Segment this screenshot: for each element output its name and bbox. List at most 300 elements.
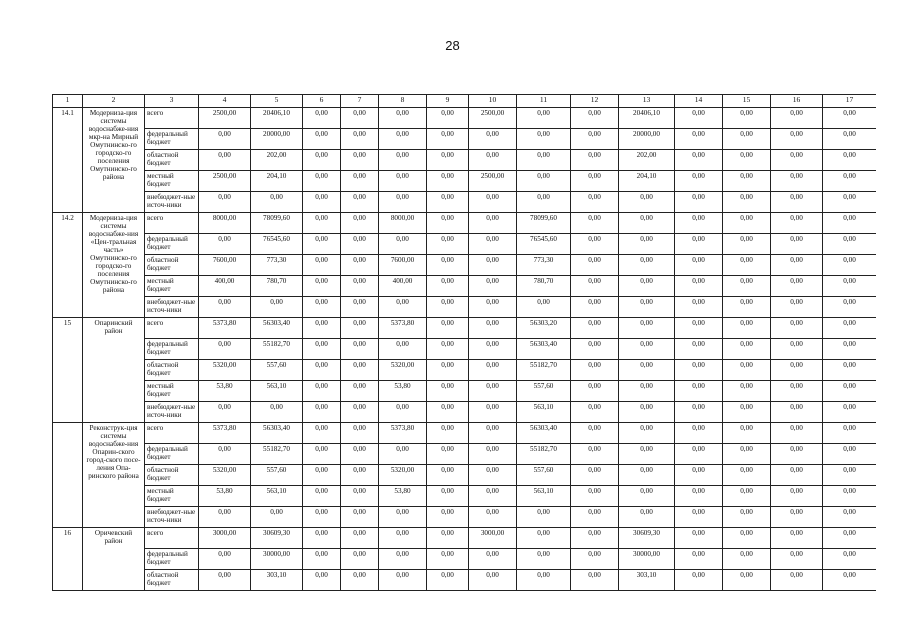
amount-cell: 0,00	[675, 360, 723, 381]
amount-cell: 0,00	[571, 129, 619, 150]
amount-cell: 0,00	[517, 129, 571, 150]
amount-cell: 0,00	[303, 255, 341, 276]
amount-cell: 0,00	[469, 318, 517, 339]
amount-cell: 0,00	[723, 129, 771, 150]
amount-cell: 0,00	[199, 192, 251, 213]
funding-source-cell: внебюджет-ные источ-ники	[145, 192, 199, 213]
column-number-cell: 14	[675, 95, 723, 108]
amount-cell: 0,00	[571, 171, 619, 192]
amount-cell: 0,00	[771, 507, 823, 528]
amount-cell: 0,00	[303, 528, 341, 549]
amount-cell: 0,00	[571, 339, 619, 360]
amount-cell: 557,60	[517, 465, 571, 486]
column-number-cell: 7	[341, 95, 379, 108]
amount-cell: 0,00	[571, 549, 619, 570]
amount-cell: 0,00	[771, 444, 823, 465]
amount-cell: 557,60	[251, 465, 303, 486]
funding-source-cell: местный бюджет	[145, 486, 199, 507]
column-number-cell: 16	[771, 95, 823, 108]
amount-cell: 3000,00	[199, 528, 251, 549]
amount-cell: 0,00	[469, 255, 517, 276]
table-row	[53, 255, 877, 276]
amount-cell: 0,00	[823, 402, 877, 423]
amount-cell: 0,00	[571, 381, 619, 402]
project-name-cell: Модерниза-ция системы водоснабже-ния мкр-на Мирный Омутнинско-го городско-го поселения Омутнинско-го района	[83, 108, 145, 213]
amount-cell: 0,00	[379, 444, 427, 465]
column-number-cell: 9	[427, 95, 469, 108]
table-row	[53, 276, 877, 297]
amount-cell: 2500,00	[469, 171, 517, 192]
amount-cell: 0,00	[341, 444, 379, 465]
amount-cell: 0,00	[619, 507, 675, 528]
column-number-cell: 1	[53, 95, 83, 108]
amount-cell: 0,00	[771, 549, 823, 570]
amount-cell: 20406,10	[619, 108, 675, 129]
amount-cell: 0,00	[517, 507, 571, 528]
table-row	[53, 108, 877, 129]
table-row	[53, 234, 877, 255]
amount-cell: 0,00	[771, 276, 823, 297]
column-number-cell: 3	[145, 95, 199, 108]
amount-cell: 0,00	[723, 423, 771, 444]
amount-cell: 0,00	[199, 297, 251, 318]
amount-cell: 2500,00	[199, 108, 251, 129]
amount-cell: 303,10	[251, 570, 303, 591]
amount-cell: 0,00	[303, 276, 341, 297]
amount-cell: 0,00	[517, 150, 571, 171]
amount-cell: 557,60	[251, 360, 303, 381]
amount-cell: 0,00	[427, 297, 469, 318]
amount-cell: 0,00	[771, 150, 823, 171]
amount-cell: 30000,00	[619, 549, 675, 570]
funding-source-cell: внебюджет-ные источ-ники	[145, 402, 199, 423]
column-number-cell: 8	[379, 95, 427, 108]
amount-cell: 0,00	[199, 234, 251, 255]
amount-cell: 0,00	[571, 486, 619, 507]
amount-cell: 0,00	[619, 402, 675, 423]
amount-cell: 0,00	[303, 171, 341, 192]
amount-cell: 0,00	[823, 171, 877, 192]
amount-cell: 0,00	[675, 108, 723, 129]
funding-source-cell: федеральный бюджет	[145, 234, 199, 255]
funding-source-cell: областной бюджет	[145, 255, 199, 276]
amount-cell: 0,00	[341, 276, 379, 297]
amount-cell: 563,10	[251, 486, 303, 507]
amount-cell: 563,10	[251, 381, 303, 402]
amount-cell: 0,00	[517, 297, 571, 318]
amount-cell: 0,00	[341, 234, 379, 255]
amount-cell: 0,00	[427, 276, 469, 297]
funding-source-cell: всего	[145, 213, 199, 234]
amount-cell: 0,00	[341, 570, 379, 591]
amount-cell: 0,00	[379, 108, 427, 129]
amount-cell: 0,00	[517, 570, 571, 591]
amount-cell: 0,00	[379, 549, 427, 570]
amount-cell: 0,00	[469, 213, 517, 234]
row-index-cell: 14.1	[53, 108, 83, 213]
amount-cell: 0,00	[675, 255, 723, 276]
amount-cell: 0,00	[469, 150, 517, 171]
amount-cell: 773,30	[517, 255, 571, 276]
funding-source-cell: областной бюджет	[145, 360, 199, 381]
amount-cell: 0,00	[619, 276, 675, 297]
amount-cell: 0,00	[379, 570, 427, 591]
funding-source-cell: всего	[145, 528, 199, 549]
table-row	[53, 213, 877, 234]
amount-cell: 0,00	[341, 402, 379, 423]
amount-cell: 0,00	[469, 570, 517, 591]
amount-cell: 0,00	[571, 423, 619, 444]
amount-cell: 30609,30	[619, 528, 675, 549]
amount-cell: 0,00	[303, 444, 341, 465]
amount-cell: 0,00	[427, 507, 469, 528]
amount-cell: 0,00	[469, 423, 517, 444]
page-number: 28	[445, 38, 460, 53]
amount-cell: 0,00	[427, 108, 469, 129]
amount-cell: 0,00	[823, 339, 877, 360]
amount-cell: 0,00	[251, 507, 303, 528]
amount-cell: 78099,60	[251, 213, 303, 234]
amount-cell: 0,00	[469, 549, 517, 570]
amount-cell: 0,00	[517, 171, 571, 192]
amount-cell: 0,00	[303, 507, 341, 528]
amount-cell: 0,00	[303, 339, 341, 360]
amount-cell: 0,00	[675, 150, 723, 171]
amount-cell: 0,00	[675, 339, 723, 360]
amount-cell: 0,00	[427, 381, 469, 402]
project-name-cell: Оричевский район	[83, 528, 145, 591]
table-row	[53, 297, 877, 318]
amount-cell: 0,00	[379, 402, 427, 423]
table-row	[53, 402, 877, 423]
amount-cell: 0,00	[469, 234, 517, 255]
amount-cell: 0,00	[427, 339, 469, 360]
table-row	[53, 549, 877, 570]
amount-cell: 56303,40	[251, 423, 303, 444]
amount-cell: 0,00	[723, 150, 771, 171]
amount-cell: 0,00	[723, 297, 771, 318]
table-row	[53, 381, 877, 402]
column-number-cell: 13	[619, 95, 675, 108]
amount-cell: 0,00	[675, 213, 723, 234]
amount-cell: 0,00	[427, 549, 469, 570]
amount-cell: 0,00	[823, 444, 877, 465]
funding-source-cell: федеральный бюджет	[145, 549, 199, 570]
amount-cell: 0,00	[469, 192, 517, 213]
amount-cell: 53,80	[199, 486, 251, 507]
amount-cell: 0,00	[303, 465, 341, 486]
amount-cell: 0,00	[341, 129, 379, 150]
amount-cell: 0,00	[723, 339, 771, 360]
amount-cell: 0,00	[427, 486, 469, 507]
amount-cell: 0,00	[379, 150, 427, 171]
amount-cell: 20406,10	[251, 108, 303, 129]
amount-cell: 0,00	[571, 318, 619, 339]
amount-cell: 0,00	[571, 402, 619, 423]
amount-cell: 0,00	[199, 444, 251, 465]
funding-source-cell: областной бюджет	[145, 150, 199, 171]
column-number-cell: 17	[823, 95, 877, 108]
amount-cell: 0,00	[303, 129, 341, 150]
amount-cell: 0,00	[823, 381, 877, 402]
amount-cell: 0,00	[823, 360, 877, 381]
amount-cell: 0,00	[303, 213, 341, 234]
amount-cell: 76545,60	[517, 234, 571, 255]
amount-cell: 0,00	[469, 360, 517, 381]
amount-cell: 0,00	[771, 192, 823, 213]
amount-cell: 0,00	[771, 339, 823, 360]
amount-cell: 5373,80	[199, 318, 251, 339]
column-number-cell: 15	[723, 95, 771, 108]
amount-cell: 0,00	[675, 129, 723, 150]
amount-cell: 0,00	[341, 423, 379, 444]
table-row	[53, 444, 877, 465]
funding-source-cell: федеральный бюджет	[145, 129, 199, 150]
amount-cell: 0,00	[571, 507, 619, 528]
row-index-cell: 15	[53, 318, 83, 423]
table-row	[53, 423, 877, 444]
amount-cell: 0,00	[823, 108, 877, 129]
amount-cell: 0,00	[251, 192, 303, 213]
amount-cell: 0,00	[619, 213, 675, 234]
funding-source-cell: всего	[145, 108, 199, 129]
amount-cell: 0,00	[723, 213, 771, 234]
amount-cell: 0,00	[427, 318, 469, 339]
column-number-cell: 2	[83, 95, 145, 108]
amount-cell: 0,00	[341, 192, 379, 213]
amount-cell: 0,00	[771, 255, 823, 276]
amount-cell: 0,00	[341, 507, 379, 528]
amount-cell: 0,00	[723, 360, 771, 381]
amount-cell: 0,00	[427, 150, 469, 171]
amount-cell: 0,00	[251, 297, 303, 318]
amount-cell: 0,00	[771, 465, 823, 486]
amount-cell: 55182,70	[251, 339, 303, 360]
column-number-cell: 6	[303, 95, 341, 108]
amount-cell: 0,00	[341, 486, 379, 507]
amount-cell: 0,00	[303, 570, 341, 591]
amount-cell: 0,00	[675, 444, 723, 465]
table-row	[53, 528, 877, 549]
amount-cell: 5320,00	[379, 465, 427, 486]
amount-cell: 7600,00	[199, 255, 251, 276]
amount-cell: 0,00	[823, 465, 877, 486]
amount-cell: 0,00	[771, 402, 823, 423]
amount-cell: 202,00	[251, 150, 303, 171]
amount-cell: 0,00	[427, 213, 469, 234]
amount-cell: 0,00	[427, 129, 469, 150]
amount-cell: 0,00	[723, 486, 771, 507]
amount-cell: 0,00	[675, 570, 723, 591]
table-row	[53, 192, 877, 213]
amount-cell: 0,00	[675, 192, 723, 213]
amount-cell: 0,00	[823, 150, 877, 171]
amount-cell: 8000,00	[199, 213, 251, 234]
amount-cell: 0,00	[675, 234, 723, 255]
amount-cell: 0,00	[723, 192, 771, 213]
amount-cell: 0,00	[379, 528, 427, 549]
amount-cell: 0,00	[823, 528, 877, 549]
amount-cell: 0,00	[723, 507, 771, 528]
table-row	[53, 318, 877, 339]
amount-cell: 0,00	[823, 318, 877, 339]
amount-cell: 0,00	[571, 297, 619, 318]
amount-cell: 0,00	[427, 360, 469, 381]
table-row	[53, 129, 877, 150]
amount-cell: 0,00	[469, 381, 517, 402]
amount-cell: 0,00	[427, 192, 469, 213]
amount-cell: 76545,60	[251, 234, 303, 255]
amount-cell: 0,00	[517, 528, 571, 549]
row-index-cell: 16	[53, 528, 83, 591]
amount-cell: 0,00	[303, 549, 341, 570]
column-number-cell: 12	[571, 95, 619, 108]
amount-cell: 0,00	[619, 360, 675, 381]
table-row	[53, 150, 877, 171]
amount-cell: 0,00	[469, 507, 517, 528]
amount-cell: 0,00	[723, 570, 771, 591]
amount-cell: 0,00	[723, 318, 771, 339]
amount-cell: 0,00	[771, 318, 823, 339]
amount-cell: 0,00	[427, 528, 469, 549]
amount-cell: 0,00	[771, 570, 823, 591]
funding-source-cell: внебюджет-ные источ-ники	[145, 297, 199, 318]
funding-source-cell: областной бюджет	[145, 570, 199, 591]
column-number-header-row	[53, 95, 877, 108]
amount-cell: 56303,20	[517, 318, 571, 339]
amount-cell: 0,00	[427, 444, 469, 465]
amount-cell: 0,00	[619, 444, 675, 465]
amount-cell: 773,30	[251, 255, 303, 276]
amount-cell: 0,00	[517, 549, 571, 570]
amount-cell: 0,00	[771, 171, 823, 192]
amount-cell: 563,10	[517, 402, 571, 423]
amount-cell: 0,00	[771, 234, 823, 255]
amount-cell: 0,00	[427, 234, 469, 255]
amount-cell: 0,00	[823, 234, 877, 255]
amount-cell: 0,00	[571, 465, 619, 486]
funding-source-cell: внебюджет-ные источ-ники	[145, 507, 199, 528]
amount-cell: 0,00	[823, 570, 877, 591]
amount-cell: 0,00	[675, 507, 723, 528]
amount-cell: 204,10	[619, 171, 675, 192]
table-row	[53, 339, 877, 360]
amount-cell: 0,00	[379, 129, 427, 150]
amount-cell: 0,00	[341, 297, 379, 318]
amount-cell: 0,00	[469, 297, 517, 318]
amount-cell: 0,00	[675, 486, 723, 507]
table-row	[53, 570, 877, 591]
amount-cell: 30000,00	[251, 549, 303, 570]
amount-cell: 0,00	[303, 150, 341, 171]
column-number-cell: 4	[199, 95, 251, 108]
amount-cell: 780,70	[517, 276, 571, 297]
amount-cell: 0,00	[823, 423, 877, 444]
amount-cell: 0,00	[379, 507, 427, 528]
amount-cell: 0,00	[723, 108, 771, 129]
amount-cell: 0,00	[619, 318, 675, 339]
funding-source-cell: федеральный бюджет	[145, 339, 199, 360]
amount-cell: 0,00	[771, 381, 823, 402]
amount-cell: 0,00	[427, 570, 469, 591]
amount-cell: 0,00	[341, 339, 379, 360]
amount-cell: 0,00	[199, 150, 251, 171]
amount-cell: 0,00	[571, 150, 619, 171]
funding-source-cell: всего	[145, 318, 199, 339]
amount-cell: 0,00	[199, 339, 251, 360]
column-number-cell: 11	[517, 95, 571, 108]
amount-cell: 0,00	[723, 276, 771, 297]
amount-cell: 0,00	[303, 318, 341, 339]
amount-cell: 0,00	[675, 465, 723, 486]
amount-cell: 0,00	[771, 486, 823, 507]
row-index-cell: 14.2	[53, 213, 83, 318]
column-number-cell: 10	[469, 95, 517, 108]
project-name-cell: Модерниза-ция системы водоснабже-ния «Цен-тральная часть» Омутнинско-го городско-го поселения Омутнинско-го района	[83, 213, 145, 318]
amount-cell: 0,00	[675, 297, 723, 318]
funding-source-cell: местный бюджет	[145, 171, 199, 192]
amount-cell: 0,00	[199, 570, 251, 591]
amount-cell: 0,00	[469, 465, 517, 486]
amount-cell: 0,00	[723, 444, 771, 465]
amount-cell: 0,00	[469, 129, 517, 150]
amount-cell: 0,00	[823, 192, 877, 213]
table-row	[53, 465, 877, 486]
amount-cell: 0,00	[517, 108, 571, 129]
amount-cell: 0,00	[199, 549, 251, 570]
amount-cell: 0,00	[303, 486, 341, 507]
amount-cell: 78099,60	[517, 213, 571, 234]
amount-cell: 204,10	[251, 171, 303, 192]
amount-cell: 0,00	[341, 549, 379, 570]
table-row	[53, 360, 877, 381]
amount-cell: 0,00	[427, 171, 469, 192]
amount-cell: 0,00	[619, 339, 675, 360]
amount-cell: 0,00	[723, 402, 771, 423]
amount-cell: 0,00	[571, 444, 619, 465]
amount-cell: 0,00	[341, 381, 379, 402]
amount-cell: 0,00	[823, 507, 877, 528]
amount-cell: 563,10	[517, 486, 571, 507]
amount-cell: 0,00	[571, 360, 619, 381]
amount-cell: 0,00	[723, 381, 771, 402]
amount-cell: 0,00	[823, 276, 877, 297]
amount-cell: 0,00	[619, 192, 675, 213]
amount-cell: 53,80	[379, 486, 427, 507]
amount-cell: 0,00	[341, 108, 379, 129]
amount-cell: 0,00	[341, 255, 379, 276]
amount-cell: 0,00	[517, 192, 571, 213]
amount-cell: 0,00	[571, 276, 619, 297]
amount-cell: 0,00	[675, 549, 723, 570]
project-name-cell: Опаринский район	[83, 318, 145, 423]
amount-cell: 0,00	[771, 528, 823, 549]
amount-cell: 56303,40	[517, 423, 571, 444]
amount-cell: 0,00	[723, 255, 771, 276]
amount-cell: 0,00	[379, 297, 427, 318]
amount-cell: 0,00	[571, 108, 619, 129]
amount-cell: 5320,00	[199, 360, 251, 381]
amount-cell: 0,00	[675, 423, 723, 444]
amount-cell: 0,00	[771, 297, 823, 318]
amount-cell: 0,00	[199, 402, 251, 423]
amount-cell: 5373,80	[379, 423, 427, 444]
amount-cell: 780,70	[251, 276, 303, 297]
amount-cell: 0,00	[427, 255, 469, 276]
table-row	[53, 507, 877, 528]
amount-cell: 0,00	[469, 444, 517, 465]
amount-cell: 0,00	[341, 318, 379, 339]
